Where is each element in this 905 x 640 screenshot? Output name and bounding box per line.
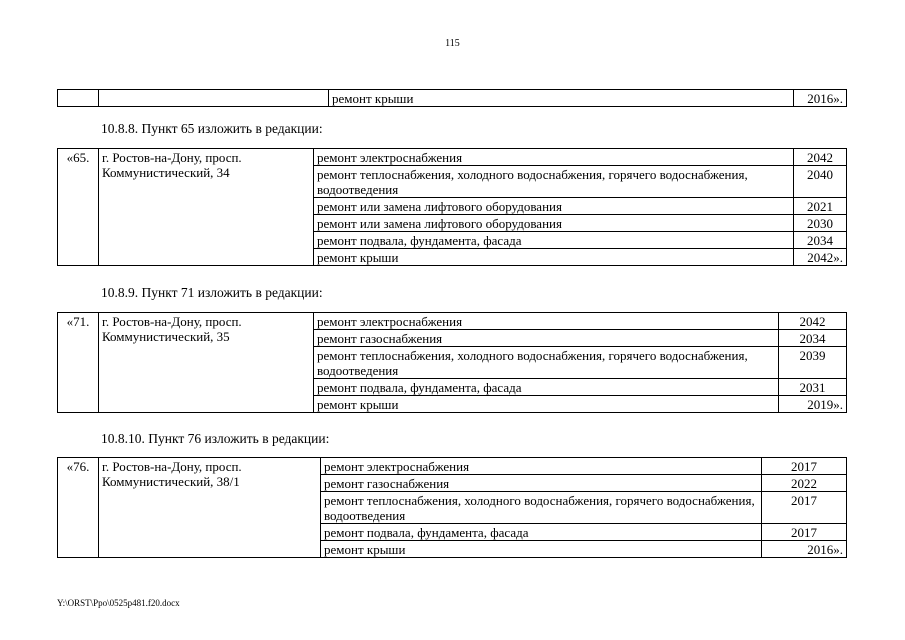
year-cell: 2034 <box>779 330 847 347</box>
work-cell: ремонт или замена лифтового оборудования <box>314 198 794 215</box>
page-number: 115 <box>445 38 460 49</box>
item-number: «76. <box>58 458 99 558</box>
work-cell: ремонт электроснабжения <box>321 458 762 475</box>
table-row <box>58 313 847 330</box>
address-cell: г. Ростов-на-Дону, просп. Коммунистический, 34 <box>99 149 314 266</box>
table-row <box>58 90 847 107</box>
year-cell: 2016». <box>794 90 847 107</box>
item-number: «65. <box>58 149 99 266</box>
table-row <box>58 458 847 475</box>
year-cell: 2034 <box>794 232 847 249</box>
table-row <box>58 149 847 166</box>
document-path-footer: Y:\ORST\Ppo\0525p481.f20.docx <box>57 598 180 608</box>
work-cell: ремонт теплоснабжения, холодного водоснабжения, горячего водоснабжения, водоотведения <box>321 492 762 524</box>
schedule-table-item-71 <box>57 312 847 413</box>
year-cell: 2040 <box>794 166 847 198</box>
year-cell: 2017 <box>762 524 847 541</box>
address-cell: г. Ростов-на-Дону, просп. Коммунистический, 35 <box>99 313 314 413</box>
work-cell: ремонт газоснабжения <box>314 330 779 347</box>
section-heading-10-8-9: 10.8.9. Пункт 71 изложить в редакции: <box>101 285 323 300</box>
section-heading-10-8-8: 10.8.8. Пункт 65 изложить в редакции: <box>101 121 323 136</box>
work-cell: ремонт подвала, фундамента, фасада <box>314 232 794 249</box>
work-cell: ремонт газоснабжения <box>321 475 762 492</box>
year-cell: 2019». <box>779 396 847 413</box>
schedule-table-item-76 <box>57 457 847 558</box>
year-cell: 2039 <box>779 347 847 379</box>
work-cell: ремонт крыши <box>314 396 779 413</box>
schedule-table-continuation <box>57 89 847 107</box>
year-cell: 2031 <box>779 379 847 396</box>
year-cell: 2021 <box>794 198 847 215</box>
address-cell <box>99 90 329 107</box>
work-cell: ремонт электроснабжения <box>314 313 779 330</box>
work-cell: ремонт крыши <box>329 90 794 107</box>
work-cell: ремонт электроснабжения <box>314 149 794 166</box>
work-cell: ремонт подвала, фундамента, фасада <box>321 524 762 541</box>
year-cell: 2017 <box>762 458 847 475</box>
year-cell: 2016». <box>762 541 847 558</box>
work-cell: ремонт теплоснабжения, холодного водоснабжения, горячего водоснабжения, водоотведения <box>314 347 779 379</box>
year-cell: 2042». <box>794 249 847 266</box>
item-number <box>58 90 99 107</box>
schedule-table-item-65 <box>57 148 847 266</box>
item-number: «71. <box>58 313 99 413</box>
work-cell: ремонт крыши <box>314 249 794 266</box>
year-cell: 2042 <box>779 313 847 330</box>
address-cell: г. Ростов-на-Дону, просп. Коммунистический, 38/1 <box>99 458 321 558</box>
work-cell: ремонт подвала, фундамента, фасада <box>314 379 779 396</box>
work-cell: ремонт или замена лифтового оборудования <box>314 215 794 232</box>
year-cell: 2017 <box>762 492 847 524</box>
year-cell: 2030 <box>794 215 847 232</box>
year-cell: 2042 <box>794 149 847 166</box>
work-cell: ремонт теплоснабжения, холодного водоснабжения, горячего водоснабжения, водоотведения <box>314 166 794 198</box>
section-heading-10-8-10: 10.8.10. Пункт 76 изложить в редакции: <box>101 431 330 446</box>
work-cell: ремонт крыши <box>321 541 762 558</box>
year-cell: 2022 <box>762 475 847 492</box>
